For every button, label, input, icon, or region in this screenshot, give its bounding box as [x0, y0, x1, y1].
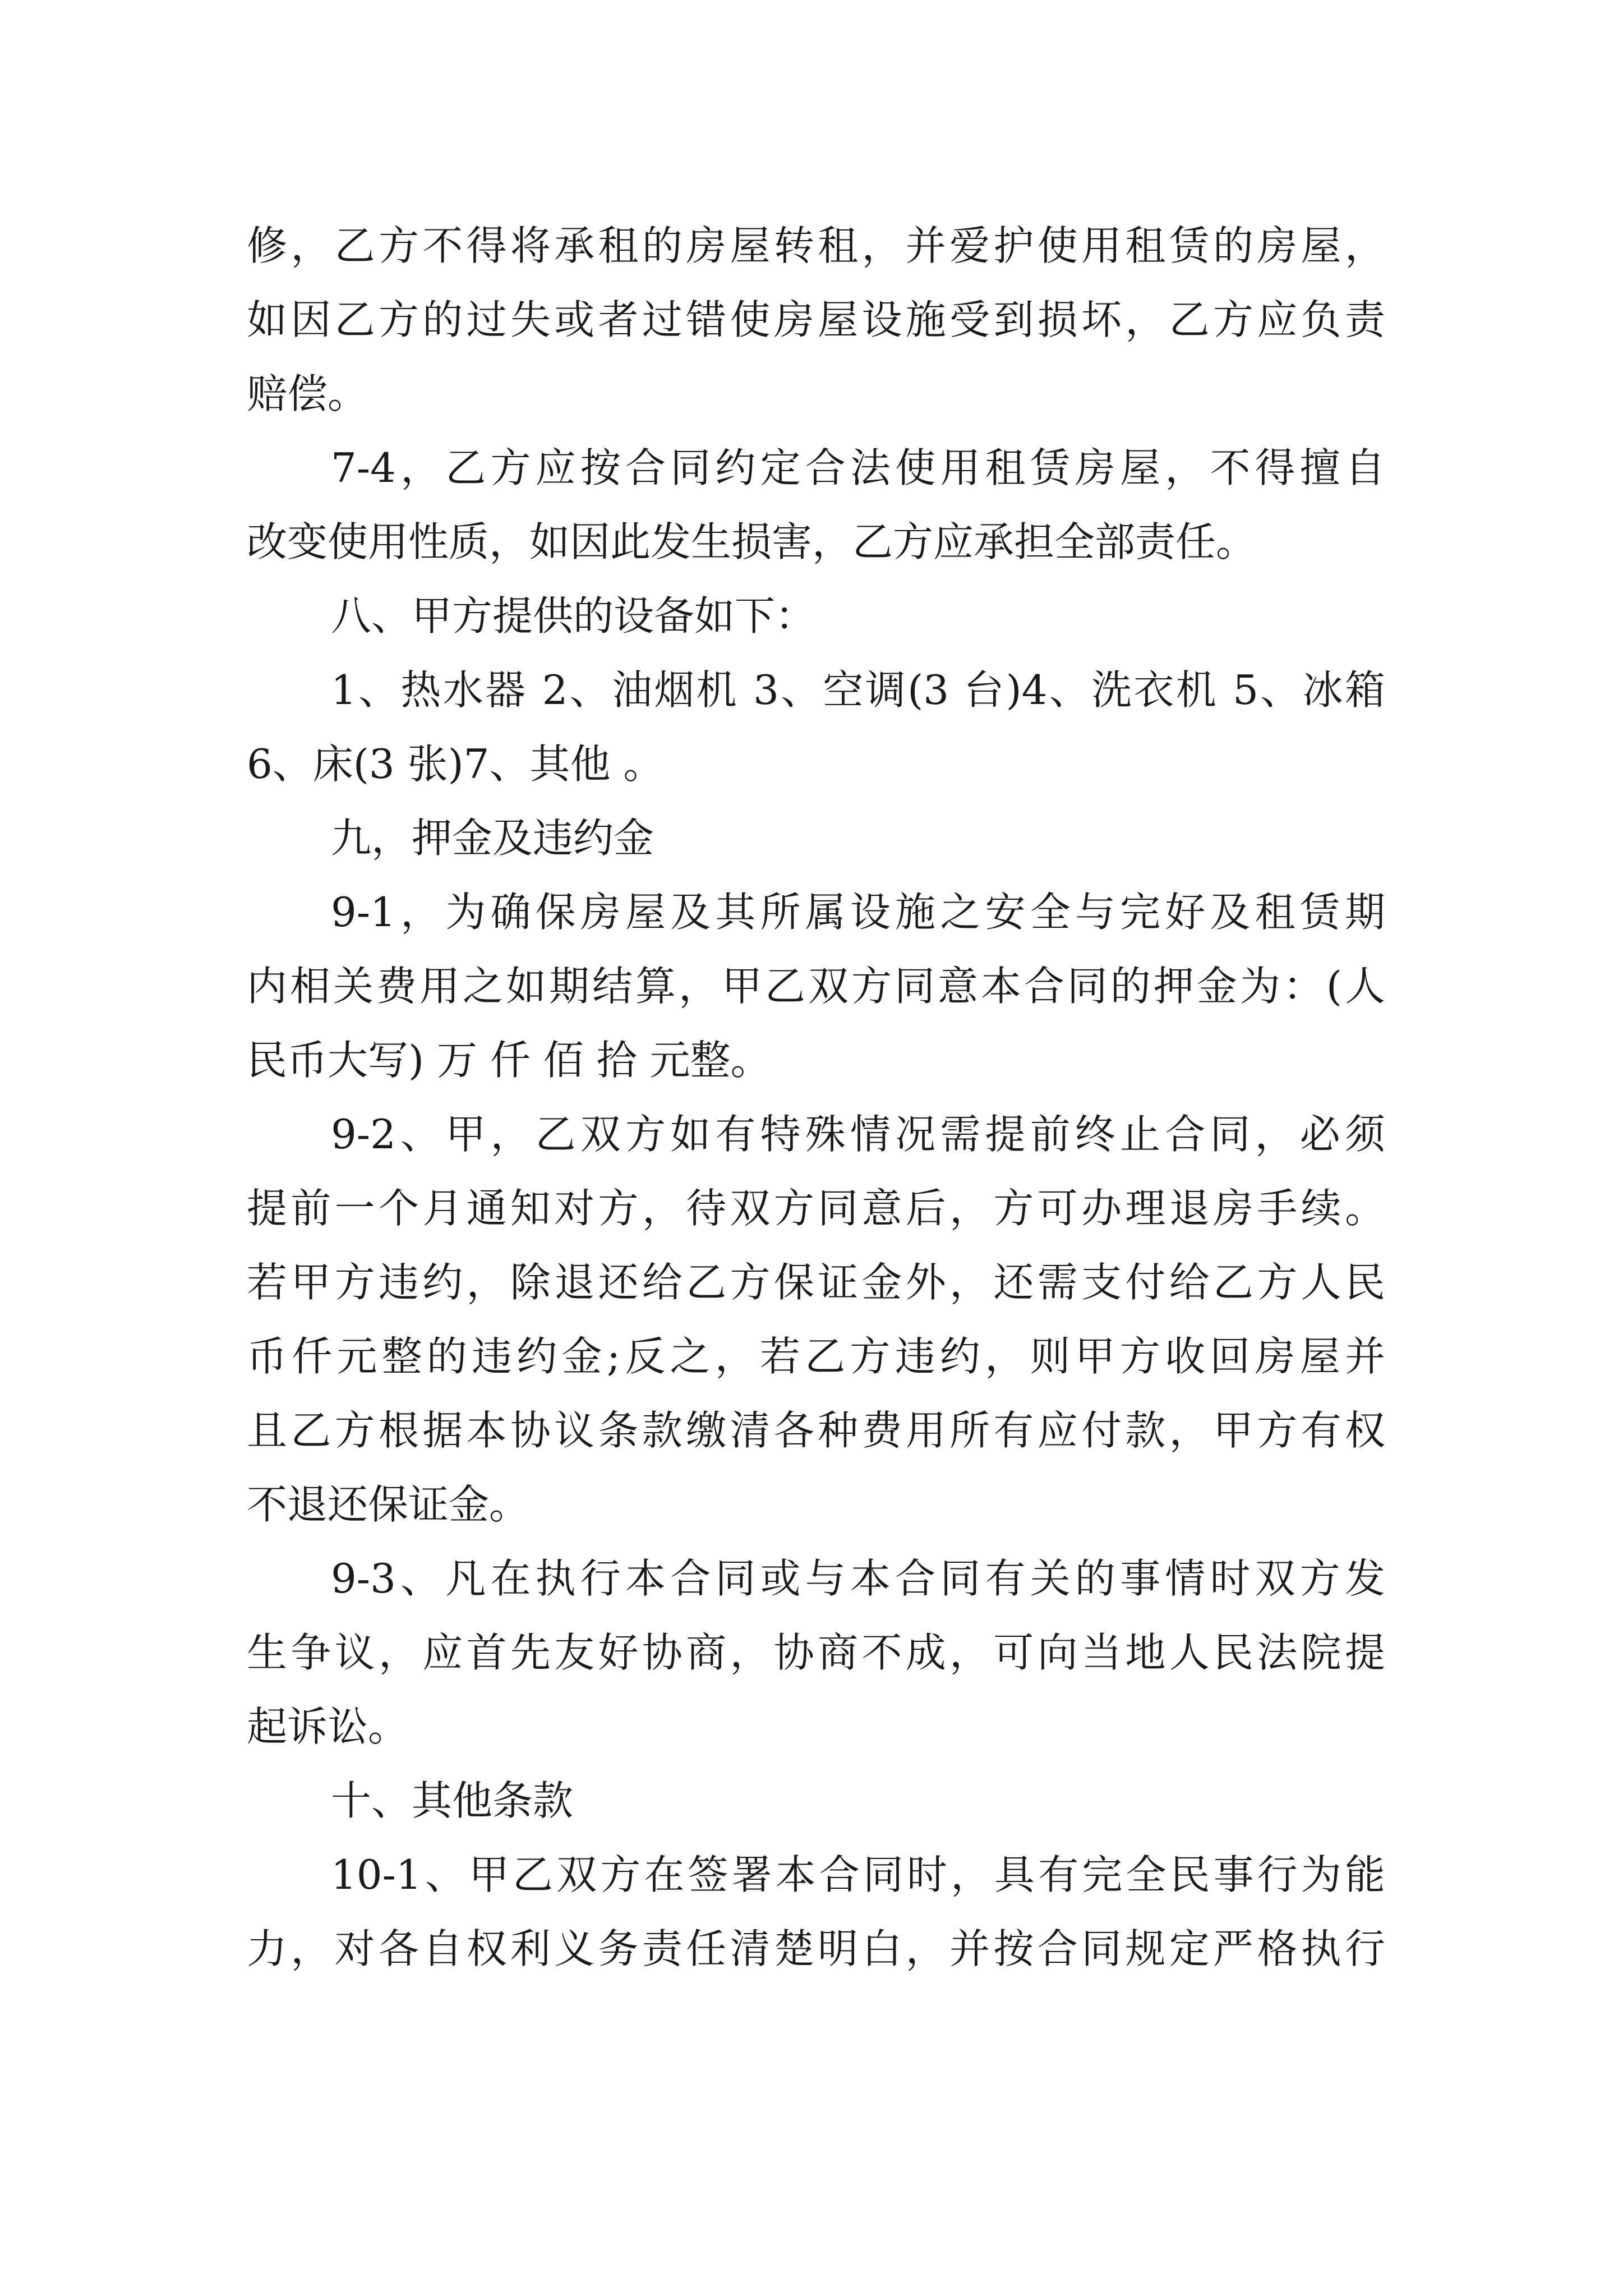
section-heading: 九，押金及违约金: [331, 815, 654, 862]
text-line: 10-1、甲乙双方在签署本合同时，具有完全民事行为能: [331, 1851, 1385, 1898]
text-line: 改变使用性质，如因此发生损害，乙方应承担全部责任。: [247, 518, 1257, 565]
text-line: 起诉讼。: [247, 1703, 409, 1750]
text-line: 提前一个月通知对方，待双方同意后，方可办理退房手续。: [247, 1185, 1385, 1232]
section-heading: 十、其他条款: [331, 1777, 574, 1824]
text-line: 9-2、甲，乙双方如有特殊情况需提前终止合同，必须: [331, 1111, 1385, 1158]
text-line: 9-3、凡在执行本合同或与本合同有关的事情时双方发: [331, 1555, 1385, 1602]
text-line: 6、床(3 张)7、其他 。: [247, 740, 664, 788]
text-line: 修，乙方不得将承租的房屋转租，并爱护使用租赁的房屋，: [247, 222, 1385, 269]
document-body: [247, 209, 1385, 1986]
text-line: 且乙方根据本协议条款缴清各种费用所有应付款，甲方有权: [247, 1407, 1385, 1454]
text-line: 如因乙方的过失或者过错使房屋设施受到损坏，乙方应负责: [247, 296, 1385, 343]
text-line: 赔偿。: [247, 370, 368, 417]
text-line: 民币大写) 万 仟 佰 拾 元整。: [247, 1037, 771, 1084]
text-line: 1、热水器 2、油烟机 3、空调(3 台)4、洗衣机 5、冰箱: [331, 666, 1385, 714]
text-line: 生争议，应首先友好协商，协商不成，可向当地人民法院提: [247, 1629, 1385, 1676]
text-line: 若甲方违约，除退还给乙方保证金外，还需支付给乙方人民: [247, 1259, 1385, 1306]
text-line: 不退还保证金。: [247, 1481, 530, 1528]
text-line: 7-4，乙方应按合同约定合法使用租赁房屋，不得擅自: [331, 444, 1385, 491]
section-heading: 八、甲方提供的设备如下：: [331, 592, 816, 639]
text-line: 力，对各自权利义务责任清楚明白，并按合同规定严格执行: [247, 1925, 1385, 1972]
text-line: 币仟元整的违约金;反之，若乙方违约，则甲方收回房屋并: [247, 1333, 1385, 1380]
text-line: 9-1，为确保房屋及其所属设施之安全与完好及租赁期: [331, 889, 1385, 936]
text-line: 内相关费用之如期结算，甲乙双方同意本合同的押金为：(人: [247, 963, 1385, 1010]
